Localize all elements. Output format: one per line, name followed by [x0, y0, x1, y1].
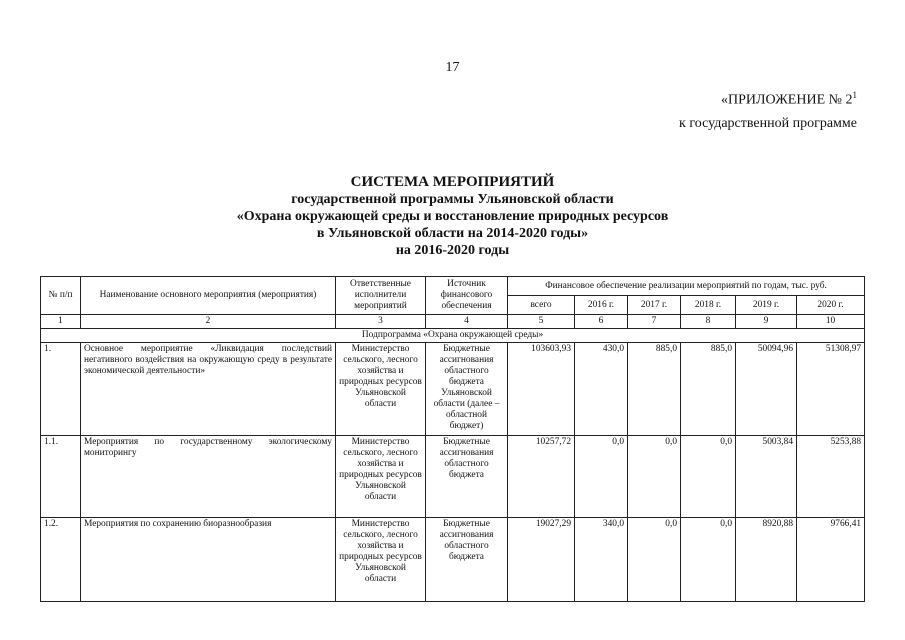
heading-line-3: «Охрана окружающей среды и восстановление природных ресурсов: [236, 209, 669, 224]
row-responsible: Министерство сельского, лесного хозяйства и природных ресурсов Ульяновской области: [336, 436, 426, 518]
column-number: 7: [628, 315, 681, 329]
column-number: 6: [575, 315, 628, 329]
column-number: 4: [426, 315, 508, 329]
row-source: Бюджетные ассигнования областного бюджета: [426, 518, 508, 602]
header-2016: 2016 г.: [575, 296, 628, 315]
row-source: Бюджетные ассигнования областного бюджета: [426, 436, 508, 518]
row-2016: 340,0: [575, 518, 628, 602]
section-row: [41, 329, 865, 343]
document-heading: [0, 174, 905, 259]
row-source: Бюджетные ассигнования областного бюджета Ульяновской области (далее – областной бюджет): [426, 343, 508, 436]
row-2019: 8920,88: [736, 518, 797, 602]
header-finance: Финансовое обеспечение реализации мероприятий по годам, тыс. руб.: [508, 277, 865, 296]
row-2017: 885,0: [628, 343, 681, 436]
row-2017: 0,0: [628, 518, 681, 602]
column-number: 9: [736, 315, 797, 329]
header-total: всего: [508, 296, 575, 315]
row-total: 10257,72: [508, 436, 575, 518]
row-num: 1.2.: [41, 518, 81, 602]
row-responsible: Министерство сельского, лесного хозяйства и природных ресурсов Ульяновской области: [336, 343, 426, 436]
table-row: [41, 343, 865, 436]
heading-line-5: на 2016-2020 годы: [395, 243, 510, 258]
appendix-title: [721, 90, 857, 109]
measures-table: [40, 276, 865, 602]
page-number: 17: [445, 60, 460, 75]
column-number: 1: [41, 315, 81, 329]
row-2016: 0,0: [575, 436, 628, 518]
row-num: 1.: [41, 343, 81, 436]
row-2018: 0,0: [681, 436, 736, 518]
heading-line-2: государственной программы Ульяновской области: [291, 192, 614, 207]
row-2016: 430,0: [575, 343, 628, 436]
header-num: № п/п: [41, 277, 81, 315]
row-responsible: Министерство сельского, лесного хозяйства и природных ресурсов Ульяновской области: [336, 518, 426, 602]
header-responsible: Ответственные исполнители мероприятий: [336, 277, 426, 315]
column-number: 10: [797, 315, 865, 329]
row-2020: 51308,97: [797, 343, 865, 436]
header-name: Наименование основного мероприятия (мероприятия): [81, 277, 336, 315]
header-2019: 2019 г.: [736, 296, 797, 315]
heading-line-1: СИСТЕМА МЕРОПРИЯТИЙ: [350, 174, 555, 190]
row-name: Мероприятия по сохранению биоразнообразия: [81, 518, 336, 602]
column-number: 8: [681, 315, 736, 329]
row-total: 19027,29: [508, 518, 575, 602]
row-2020: 9766,41: [797, 518, 865, 602]
column-number: 2: [81, 315, 336, 329]
appendix-title-text: «ПРИЛОЖЕНИЕ № 2: [721, 92, 853, 108]
header-2018: 2018 г.: [681, 296, 736, 315]
table-row: [41, 436, 865, 518]
heading-line-4: в Ульяновской области на 2014-2020 годы»: [316, 226, 589, 241]
table-header-row: [41, 277, 865, 296]
row-name: Мероприятия по государственному экологическому мониторингу: [81, 436, 336, 518]
row-total: 103603,93: [508, 343, 575, 436]
appendix-subtitle: к государственной программе: [679, 116, 857, 131]
row-2020: 5253,88: [797, 436, 865, 518]
row-2019: 5003,84: [736, 436, 797, 518]
section-title: Подпрограмма «Охрана окружающей среды»: [41, 329, 865, 343]
header-2017: 2017 г.: [628, 296, 681, 315]
row-name: Основное мероприятие «Ликвидация последствий негативного воздействия на окружающую среду в результате экономической деятельности»: [81, 343, 336, 436]
column-number: 5: [508, 315, 575, 329]
header-2020: 2020 г.: [797, 296, 865, 315]
row-num: 1.1.: [41, 436, 81, 518]
row-2018: 0,0: [681, 518, 736, 602]
header-source: Источник финансового обеспечения: [426, 277, 508, 315]
column-number-row: [41, 315, 865, 329]
table-row: [41, 518, 865, 602]
row-2018: 885,0: [681, 343, 736, 436]
appendix-superscript: 1: [852, 90, 857, 100]
column-number: 3: [336, 315, 426, 329]
row-2017: 0,0: [628, 436, 681, 518]
row-2019: 50094,96: [736, 343, 797, 436]
